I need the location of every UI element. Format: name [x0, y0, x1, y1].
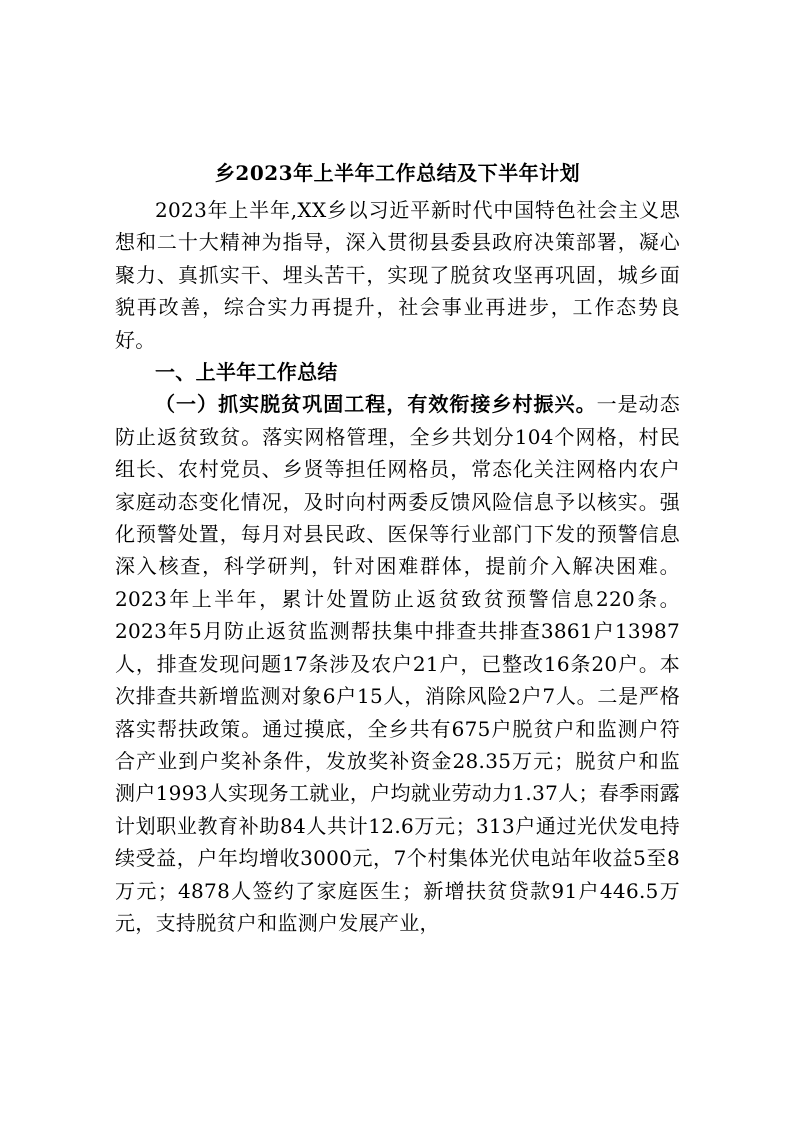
subsection-body: 一是动态防止返贫致贫。落实网格管理，全乡共划分104个网格，村民组长、农村党员、乡贤等担任网格员，常态化关注网格内农户家庭动态变化情况，及时向村两委反馈风险信息予以核实。强化预警处置，每月对县民政、医保等行业部门下发的预警信息深入核查，科学研判，针对困难群体，提前介入解决困难。2023年上半年，累计处置防止返贫致贫预警信息220条。2023年5月防止返贫监测帮扶集中排查共排查3861户13987人，排查发现问题17条涉及农户21户，已整改16条20户。本次排查共新增监测对象6户15人，消除风险2户7人。二是严格落实帮扶政策。通过摸底，全乡共有675户脱贫户和监测户符合产业到户奖补条件，发放奖补资金28.35万元；脱贫户和监测户1993人实现务工就业，户均就业劳动力1.37人；春季雨露计划职业教育补助84人共计12.6万元；313户通过光伏发电持续受益，户年均增收3000元，7个村集体光伏电站年收益5至8万元；4878人签约了家庭医生；新增扶贫贷款91户446.5万元，支持脱贫户和监测户发展产业， [115, 392, 680, 935]
subsection-paragraph [115, 388, 680, 939]
intro-paragraph: 2023年上半年,XX乡以习近平新时代中国特色社会主义思想和二十大精神为指导，深入贯彻县委县政府决策部署，凝心聚力、真抓实干、埋头苦干，实现了脱贫攻坚再巩固，城乡面貌再改善，综合实力再提升，社会事业再进步，工作态势良好。 [115, 198, 680, 352]
section-heading: 一、上半年工作总结 [155, 360, 338, 385]
document-title: 乡2023年上半年工作总结及下半年计划 [214, 161, 581, 185]
subsection-heading: （一）抓实脱贫巩固工程，有效衔接乡村振兴。 [155, 392, 597, 417]
document-page [115, 160, 680, 939]
